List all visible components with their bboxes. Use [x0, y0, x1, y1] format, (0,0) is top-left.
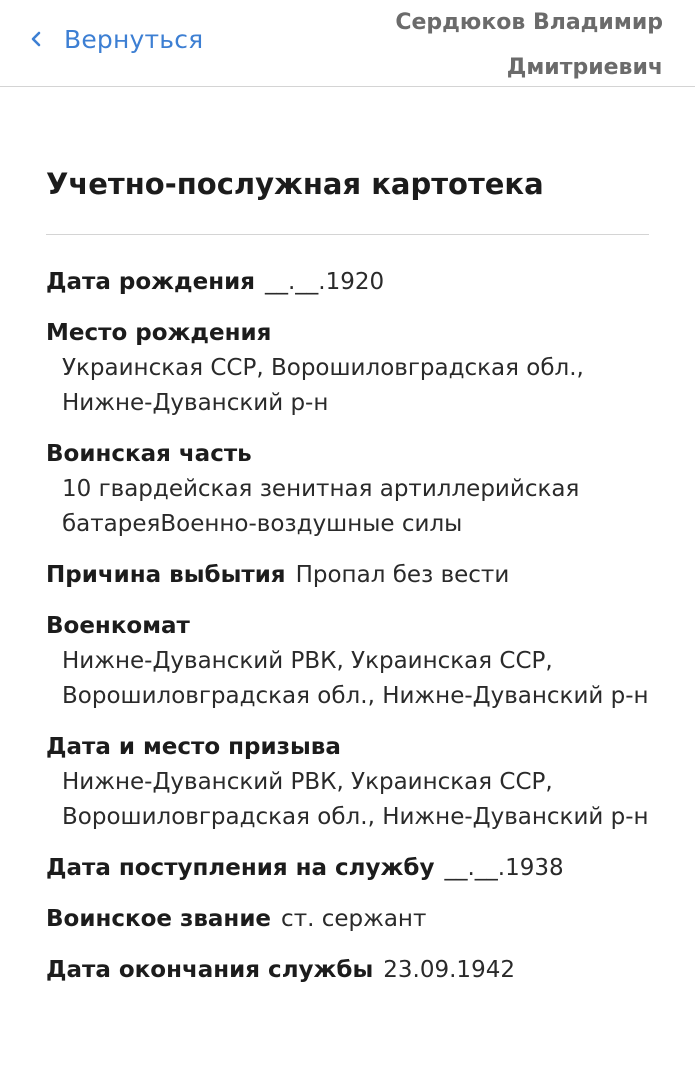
- back-button[interactable]: [28, 22, 203, 56]
- field-label: Дата поступления на службу: [46, 855, 435, 881]
- field-rank: [46, 902, 651, 937]
- page-title: Учетно-послужная картотека: [46, 167, 544, 201]
- person-name: [363, 0, 663, 90]
- field-value: __.__.1938: [444, 855, 564, 881]
- field-birth-place: [46, 316, 651, 421]
- field-label: Воинская часть: [46, 441, 252, 467]
- field-military-unit: [46, 437, 651, 542]
- field-label: Дата окончания службы: [46, 957, 374, 983]
- field-value: ст. сержант: [281, 906, 427, 932]
- field-label: Дата рождения: [46, 269, 255, 295]
- field-label: Военкомат: [46, 613, 190, 639]
- field-label: Дата и место призыва: [46, 734, 341, 760]
- field-value: 10 гвардейская зенитная артиллерийская батареяВоенно-воздушные силы: [62, 476, 580, 537]
- field-label: Причина выбытия: [46, 562, 286, 588]
- record-fields: [46, 265, 651, 988]
- chevron-left-icon: [28, 30, 46, 48]
- field-value: Украинская ССР, Ворошиловградская обл., Нижне-Дуванский р-н: [62, 355, 584, 416]
- person-name-line1: Сердюков Владимир: [395, 10, 663, 35]
- field-label: Место рождения: [46, 320, 272, 346]
- field-draft-date-place: [46, 730, 651, 835]
- field-military-office: [46, 609, 651, 714]
- field-value: __.__.1920: [264, 269, 385, 295]
- divider: [46, 234, 649, 235]
- back-label: Вернуться: [64, 24, 204, 54]
- field-service-start: [46, 851, 651, 886]
- field-value: 23.09.1942: [383, 957, 515, 983]
- field-birth-date: [46, 265, 651, 300]
- field-departure-reason: [46, 558, 651, 593]
- field-value: Нижне-Дуванский РВК, Украинская ССР, Ворошиловградская обл., Нижне-Дуванский р-н: [62, 769, 649, 830]
- field-service-end: [46, 953, 651, 988]
- field-label: Воинское звание: [46, 906, 272, 932]
- record-card: [46, 86, 651, 1004]
- field-value: Нижне-Дуванский РВК, Украинская ССР, Ворошиловградская обл., Нижне-Дуванский р-н: [62, 648, 649, 709]
- field-value: Пропал без вести: [295, 562, 510, 588]
- top-bar: [0, 0, 695, 87]
- person-name-line2: Дмитриевич: [506, 55, 663, 80]
